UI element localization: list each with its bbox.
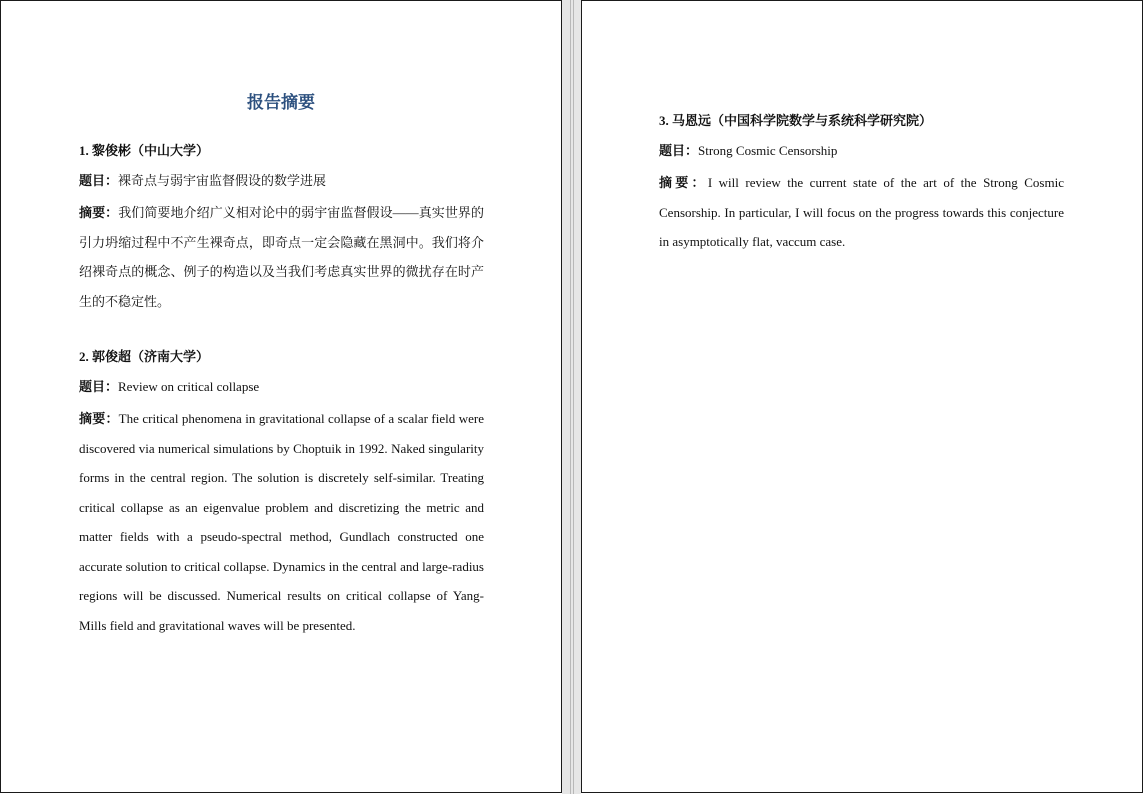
topic-line-2 <box>79 375 484 405</box>
topic-label: 题目： <box>79 378 119 394</box>
left-page-content <box>79 139 484 640</box>
abstract-paragraph-1 <box>79 198 484 316</box>
abstract-paragraph-3 <box>659 168 1064 257</box>
speaker-heading-1: 1. 黎俊彬（中山大学） <box>79 143 210 158</box>
abstract-paragraph-2 <box>79 404 484 640</box>
abstract-text-2: The critical phenomena in gravitational collapse of a scalar field were discovered via numerical simulations by Choptuik in 1992. Naked singularity forms in the central region. The solution is discretely self-similar. Treating critical collapse as an eigenvalue problem and discretizing the metric and matter fields with a pseudo-spectral method, Gundlach constructed one accurate solution to critical collapse. Dynamics in the central and large-radius regions will be discussed. Numerical results on critical collapse of Yang-Mills field and gravitational waves will be presented. <box>79 411 484 633</box>
topic-label: 题目： <box>79 172 119 188</box>
abstract-label: 摘要： <box>659 175 708 190</box>
gutter-divider <box>570 0 571 794</box>
page-gutter <box>562 0 581 794</box>
gutter-divider <box>573 0 574 794</box>
page-title: 报告摘要 <box>247 93 315 112</box>
speaker-heading-2: 2. 郭俊超（济南大学） <box>79 349 210 364</box>
document-page-right <box>581 0 1143 793</box>
topic-line-1 <box>79 169 484 199</box>
abstract-label: 摘要： <box>79 205 119 220</box>
section-gap <box>79 316 484 345</box>
topic-line-3 <box>659 139 1064 169</box>
abstract-label: 摘要： <box>79 411 119 426</box>
abstract-text-1: 我们简要地介绍广义相对论中的弱宇宙监督假设——真实世界的引力坍缩过程中不产生裸奇点，即奇点一定会隐藏在黑洞中。我们将介绍裸奇点的概念、例子的构造以及当我们考虑真实世界的微扰存在时产生的不稳定性。 <box>79 205 484 309</box>
topic-text-2: Review on critical collapse <box>118 378 260 394</box>
document-page-left <box>0 0 562 793</box>
right-page-content <box>659 109 1064 257</box>
topic-text-1: 裸奇点与弱宇宙监督假设的数学进展 <box>118 172 327 188</box>
abstract-text-3: I will review the current state of the art of the Strong Cosmic Censorship. In particular, I will focus on the progress towards this conjecture in asymptotically flat, vaccum case. <box>659 175 1064 249</box>
topic-label: 题目： <box>659 142 699 158</box>
speaker-heading-3: 3. 马恩远（中国科学院数学与系统科学研究院） <box>659 113 933 128</box>
topic-text-3: Strong Cosmic Censorship <box>698 142 838 158</box>
